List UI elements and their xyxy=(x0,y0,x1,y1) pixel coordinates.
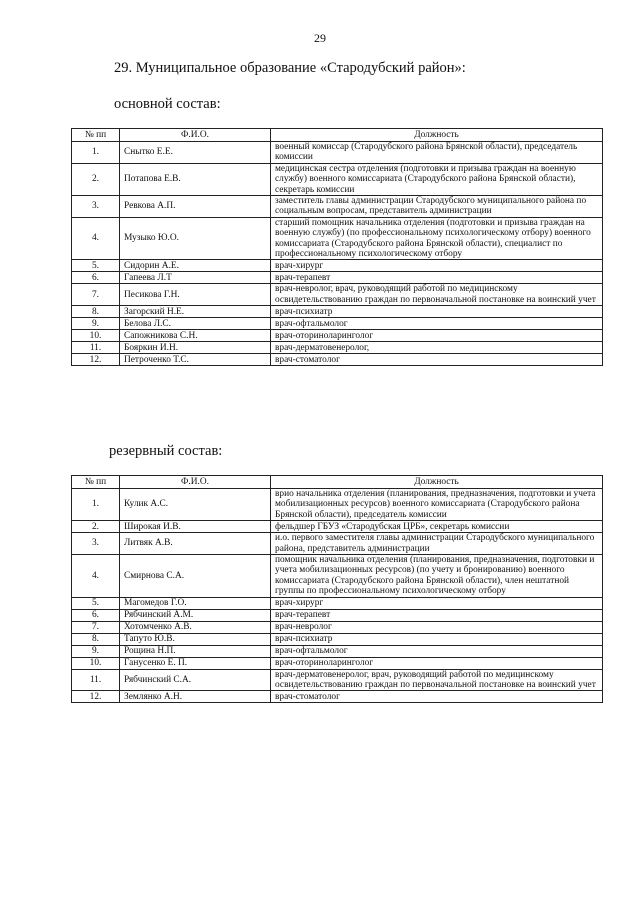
member-position: врач-хирург xyxy=(271,597,603,609)
row-number: 5. xyxy=(72,260,120,272)
member-name: Музыко Ю.О. xyxy=(120,217,271,260)
member-position: медицинская сестра отделения (подготовки и призыва граждан на военную службу) военного комиссариата (Стародубского района Брянской области), секретарь комиссии xyxy=(271,163,603,195)
member-position: врач-психиатр xyxy=(271,306,603,318)
table-row xyxy=(72,669,603,691)
member-name: Петроченко Т.С. xyxy=(120,354,271,366)
row-number: 12. xyxy=(72,354,120,366)
table-row xyxy=(72,597,603,609)
table-row xyxy=(72,533,603,555)
row-number: 12. xyxy=(72,691,120,703)
row-number: 6. xyxy=(72,609,120,621)
table-row xyxy=(72,284,603,306)
main-composition-table xyxy=(71,128,603,366)
table-row xyxy=(72,342,603,354)
row-number: 11. xyxy=(72,342,120,354)
table-row xyxy=(72,657,603,669)
member-position: врач-дерматовенеролог, xyxy=(271,342,603,354)
row-number: 4. xyxy=(72,217,120,260)
table-row xyxy=(72,330,603,342)
table-row xyxy=(72,272,603,284)
member-name: Сапожникова С.Н. xyxy=(120,330,271,342)
member-position: врач-терапевт xyxy=(271,609,603,621)
row-number: 7. xyxy=(72,284,120,306)
row-number: 9. xyxy=(72,645,120,657)
member-position: врач-стоматолог xyxy=(271,691,603,703)
main-composition-label: основной состав: xyxy=(114,96,221,112)
member-name: Магомедов Г.О. xyxy=(120,597,271,609)
row-number: 2. xyxy=(72,521,120,533)
table-row xyxy=(72,142,603,164)
table-row xyxy=(72,521,603,533)
table-row xyxy=(72,691,603,703)
table-row xyxy=(72,196,603,218)
member-name: Рябчинский А.М. xyxy=(120,609,271,621)
member-name: Хотомченко А.В. xyxy=(120,621,271,633)
member-name: Сидорин А.Е. xyxy=(120,260,271,272)
member-name: Белова Л.С. xyxy=(120,318,271,330)
member-name: Литвяк А.В. xyxy=(120,533,271,555)
row-number: 4. xyxy=(72,555,120,598)
member-name: Смирнова С.А. xyxy=(120,555,271,598)
member-name: Рощина Н.П. xyxy=(120,645,271,657)
member-name: Широкая И.В. xyxy=(120,521,271,533)
row-number: 1. xyxy=(72,489,120,521)
member-position: врач-стоматолог xyxy=(271,354,603,366)
member-position: и.о. первого заместителя главы администрации Стародубского муниципального района, представитель администрации xyxy=(271,533,603,555)
member-position: военный комиссар (Стародубского района Брянской области), председатель комиссии xyxy=(271,142,603,164)
section-heading: 29. Муниципальное образование «Стародубский район»: xyxy=(114,60,466,76)
table-row xyxy=(72,318,603,330)
member-name: Землянко А.Н. xyxy=(120,691,271,703)
table-row xyxy=(72,217,603,260)
member-position: помощник начальника отделения (планирования, предназначения, подготовки и учета мобилизационных ресурсов) (по учету и бронированию) военного комиссариата (Стародубского района Брянской области), член нештатной группы по профессиональному психологическому отбору xyxy=(271,555,603,598)
table-row xyxy=(72,609,603,621)
member-name: Рябчинский С.А. xyxy=(120,669,271,691)
member-position: врач-терапевт xyxy=(271,272,603,284)
member-name: Ревкова А.П. xyxy=(120,196,271,218)
column-header-name: Ф.И.О. xyxy=(120,129,271,142)
page-number: 29 xyxy=(314,31,326,45)
column-header-position: Должность xyxy=(271,129,603,142)
member-name: Ганусенко Е. П. xyxy=(120,657,271,669)
table-row xyxy=(72,621,603,633)
table-row xyxy=(72,354,603,366)
table-row xyxy=(72,645,603,657)
member-position: заместитель главы администрации Стародубского муниципального района по социальным вопросам, представитель администрации xyxy=(271,196,603,218)
member-position: фельдшер ГБУЗ «Стародубская ЦРБ», секретарь комиссии xyxy=(271,521,603,533)
member-position: врач-оториноларинголог xyxy=(271,657,603,669)
row-number: 3. xyxy=(72,533,120,555)
member-position: врач-офтальмолог xyxy=(271,645,603,657)
column-header-number: № пп xyxy=(72,129,120,142)
table-row xyxy=(72,489,603,521)
member-position: врач-невролог xyxy=(271,621,603,633)
reserve-table-body xyxy=(72,489,603,703)
table-row xyxy=(72,306,603,318)
member-name: Тапуто Ю.В. xyxy=(120,633,271,645)
row-number: 10. xyxy=(72,330,120,342)
table-row xyxy=(72,633,603,645)
reserve-composition-table xyxy=(71,475,603,703)
member-position: врио начальника отделения (планирования, предназначения, подготовки и учета мобилизационных ресурсов) военного комиссариата (Стародубского района Брянской области), председатель комиссии xyxy=(271,489,603,521)
member-name: Снытко Е.Е. xyxy=(120,142,271,164)
row-number: 1. xyxy=(72,142,120,164)
member-position: старший помощник начальника отделения (подготовки и призыва граждан на военную службу) (по профессиональному психологическому отбору) военного комиссариата (Стародубского района Брянской области), специалист по профессиональному психологическому отбору xyxy=(271,217,603,260)
row-number: 7. xyxy=(72,621,120,633)
member-name: Кулик А.С. xyxy=(120,489,271,521)
column-header-position: Должность xyxy=(271,476,603,489)
member-position: врач-хирург xyxy=(271,260,603,272)
member-name: Бояркин И.Н. xyxy=(120,342,271,354)
table-row xyxy=(72,163,603,195)
member-name: Потапова Е.В. xyxy=(120,163,271,195)
member-name: Гапеева Л.Т xyxy=(120,272,271,284)
member-position: врач-психиатр xyxy=(271,633,603,645)
member-position: врач-дерматовенеролог, врач, руководящий работой по медицинскому освидетельствованию граждан по первоначальной постановке на воинский учет xyxy=(271,669,603,691)
member-position: врач-офтальмолог xyxy=(271,318,603,330)
row-number: 9. xyxy=(72,318,120,330)
reserve-composition-label: резервный состав: xyxy=(109,443,223,459)
column-header-number: № пп xyxy=(72,476,120,489)
table-row xyxy=(72,555,603,598)
row-number: 8. xyxy=(72,306,120,318)
member-name: Песикова Г.Н. xyxy=(120,284,271,306)
table-row xyxy=(72,260,603,272)
row-number: 6. xyxy=(72,272,120,284)
row-number: 8. xyxy=(72,633,120,645)
member-position: врач-невролог, врач, руководящий работой по медицинскому освидетельствованию граждан по первоначальной постановке на воинский учет xyxy=(271,284,603,306)
row-number: 3. xyxy=(72,196,120,218)
row-number: 10. xyxy=(72,657,120,669)
row-number: 5. xyxy=(72,597,120,609)
member-position: врач-оториноларинголог xyxy=(271,330,603,342)
member-name: Загорский Н.Е. xyxy=(120,306,271,318)
row-number: 2. xyxy=(72,163,120,195)
main-table-body xyxy=(72,142,603,366)
row-number: 11. xyxy=(72,669,120,691)
column-header-name: Ф.И.О. xyxy=(120,476,271,489)
